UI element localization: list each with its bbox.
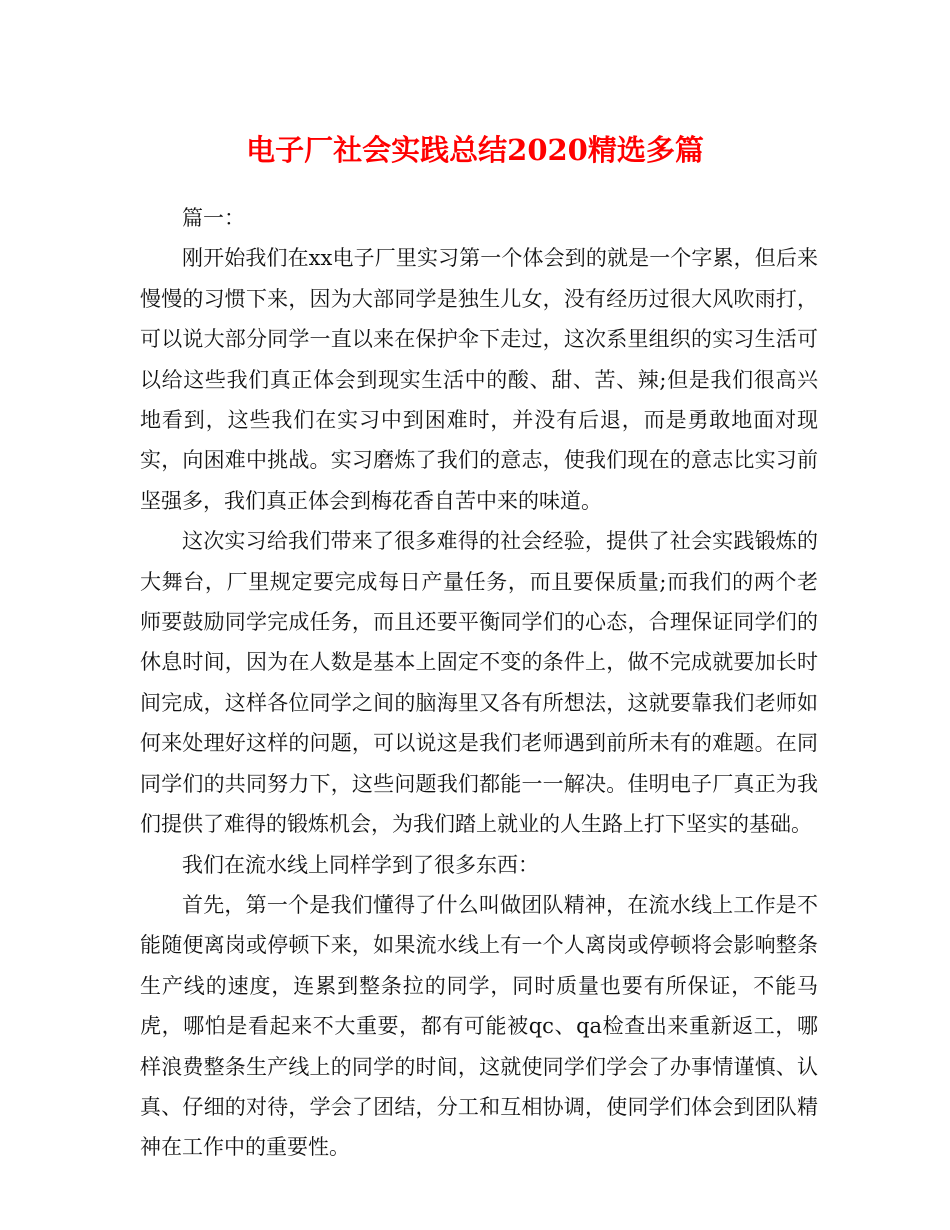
section-heading: 篇一： — [182, 206, 245, 230]
paragraph: 这次实习给我们带来了很多难得的社会经验，提供了社会实践锻炼的大舞台，厂里规定要完成每日产量任务，而且要保质量;而我们的两个老师要鼓励同学完成任务，而且还要平衡同学们的心态，合理保证同学们的休息时间，因为在人数是基本上固定不变的条件上，做不完成就要加长时间完成，这样各位同学之间的脑海里又各有所想法，这就要靠我们老师如何来处理好这样的问题，可以说这是我们老师遇到前所未有的难题。在同同学们的共同努力下，这些问题我们都能一一解决。佳明电子厂真正为我们提供了难得的锻炼机会，为我们踏上就业的人生路上打下坚实的基础。 — [140, 529, 818, 837]
paragraph: 刚开始我们在xx电子厂里实习第一个体会到的就是一个字累，但后来慢慢的习惯下来，因为大部同学是独生儿女，没有经历过很大风吹雨打，可以说大部分同学一直以来在保护伞下走过，这次系里组织的实习生活可以给这些我们真正体会到现实生活中的酸、甜、苦、辣;但是我们很高兴地看到，这些我们在实习中到困难时，并没有后退，而是勇敢地面对现实，向困难中挑战。实习磨炼了我们的意志，使我们现在的意志比实习前坚强多，我们真正体会到梅花香自苦中来的味道。 — [140, 246, 818, 513]
document-body — [140, 198, 818, 1168]
paragraph: 我们在流水线上同样学到了很多东西： — [182, 852, 539, 877]
document-title: 电子厂社会实践总结2020精选多篇 — [246, 133, 704, 167]
paragraph: 首先，第一个是我们懂得了什么叫做团队精神，在流水线上工作是不能随便离岗或停顿下来，如果流水线上有一个人离岗或停顿将会影响整条生产线的速度，连累到整条拉的同学，同时质量也要有所保证，不能马虎，哪怕是看起来不大重要，都有可能被qc、qa检查出来重新返工，哪样浪费整条生产线上的同学的时间，这就使同学们学会了办事情谨慎、认真、仔细的对待，学会了团结，分工和互相协调，使同学们体会到团队精神在工作中的重要性。 — [140, 892, 818, 1160]
